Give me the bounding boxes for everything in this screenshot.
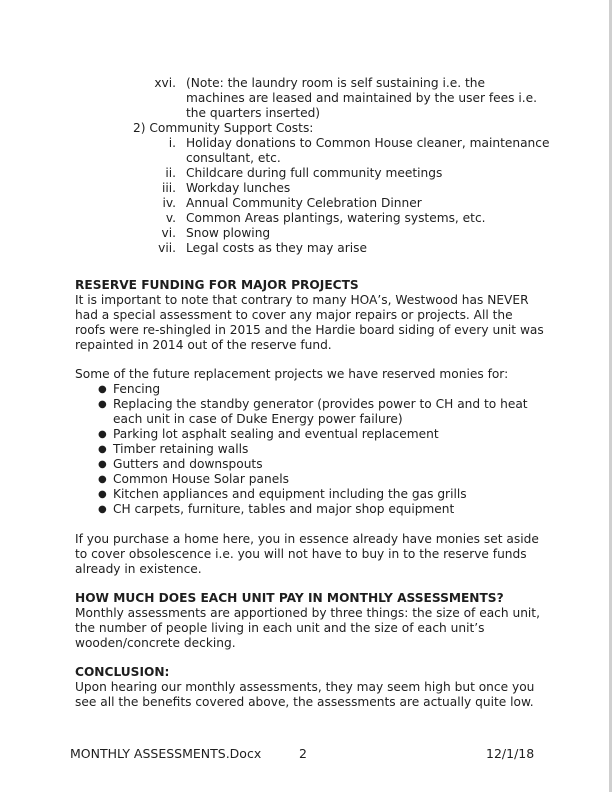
assessments-line-2: the number of people living in each unit and the size of each unit’s <box>75 621 485 635</box>
conclusion-line-2: see all the benefits covered above, the assessments are actually quite low. <box>75 695 534 709</box>
assessments-line-3: wooden/concrete decking. <box>75 636 236 650</box>
community-item-3: Workday lunches <box>186 181 291 195</box>
conclusion-heading: CONCLUSION: <box>75 665 170 679</box>
bullet-dot: ● <box>98 474 107 485</box>
obsolescence-line-1: If you purchase a home here, you in essence already have monies set aside <box>75 532 539 546</box>
bullet-dot: ● <box>98 384 107 395</box>
reserve-bullet-8: CH carpets, furniture, tables and major shop equipment <box>113 502 455 516</box>
list-number-vi: vi. <box>161 226 176 240</box>
community-item-7: Legal costs as they may arise <box>186 241 367 255</box>
reserved-monies-intro: Some of the future replacement projects we have reserved monies for: <box>75 367 509 381</box>
obsolescence-line-2: to cover obsolescence i.e. you will not have to buy in to the reserve funds <box>75 547 527 561</box>
reserve-bullet-5: Gutters and downspouts <box>113 457 263 471</box>
list-number-iv: iv. <box>162 196 176 210</box>
list-number-ii: ii. <box>165 166 176 180</box>
laundry-note-line-3: the quarters inserted) <box>186 106 321 120</box>
reserve-bullet-2-line-1: Replacing the standby generator (provides power to CH and to heat <box>113 397 528 411</box>
obsolescence-line-3: already in existence. <box>75 562 202 576</box>
reserve-bullet-4: Timber retaining walls <box>113 442 249 456</box>
list-number-v: v. <box>165 211 176 225</box>
reserve-bullet-6: Common House Solar panels <box>113 472 289 486</box>
reserve-bullet-1: Fencing <box>113 382 161 396</box>
monthly-assessments-heading: HOW MUCH DOES EACH UNIT PAY IN MONTHLY ASSESSMENTS? <box>75 591 504 605</box>
list-number-vii: vii. <box>158 241 176 255</box>
reserve-bullet-3: Parking lot asphalt sealing and eventual replacement <box>113 427 439 441</box>
bullet-dot: ● <box>98 399 107 410</box>
community-item-5: Common Areas plantings, watering systems, etc. <box>186 211 486 225</box>
conclusion-line-1: Upon hearing our monthly assessments, they may seem high but once you <box>75 680 535 694</box>
bullet-dot: ● <box>98 444 107 455</box>
reserve-paragraph-line-3: roofs were re-shingled in 2015 and the Hardie board siding of every unit was <box>75 323 544 337</box>
bullet-dot: ● <box>98 429 107 440</box>
reserve-paragraph-line-2: had a special assessment to cover any major repairs or projects. All the <box>75 308 513 322</box>
bullet-dot: ● <box>98 504 107 515</box>
community-item-6: Snow plowing <box>186 226 271 240</box>
reserve-funding-heading: RESERVE FUNDING FOR MAJOR PROJECTS <box>75 278 359 292</box>
bullet-dot: ● <box>98 459 107 470</box>
reserve-paragraph-line-1: It is important to note that contrary to many HOA’s, Westwood has NEVER <box>75 293 529 307</box>
assessments-line-1: Monthly assessments are apportioned by three things: the size of each unit, <box>75 606 540 620</box>
footer-filename: MONTHLY ASSESSMENTS.Docx <box>70 746 262 761</box>
reserve-paragraph-line-4: repainted in 2014 out of the reserve fund. <box>75 338 332 352</box>
laundry-note-line-2: machines are leased and maintained by the user fees i.e. <box>186 91 538 105</box>
community-item-1-line-1: Holiday donations to Common House cleaner, maintenance <box>186 136 550 150</box>
list-number-i: i. <box>168 136 176 150</box>
laundry-note-line-1: (Note: the laundry room is self sustaining i.e. the <box>186 76 486 90</box>
footer-date: 12/1/18 <box>486 746 535 761</box>
reserve-bullet-2-line-2: each unit in case of Duke Energy power failure) <box>113 412 403 426</box>
community-item-2: Childcare during full community meetings <box>186 166 443 180</box>
list-number-xvi: xvi. <box>154 76 176 90</box>
reserve-bullet-7: Kitchen appliances and equipment including the gas grills <box>113 487 467 501</box>
community-item-4: Annual Community Celebration Dinner <box>186 196 422 210</box>
footer-page-number: 2 <box>299 746 307 761</box>
bullet-dot: ● <box>98 489 107 500</box>
list-number-iii: iii. <box>161 181 176 195</box>
community-item-1-line-2: consultant, etc. <box>186 151 281 165</box>
community-support-title: 2) Community Support Costs: <box>133 121 314 135</box>
